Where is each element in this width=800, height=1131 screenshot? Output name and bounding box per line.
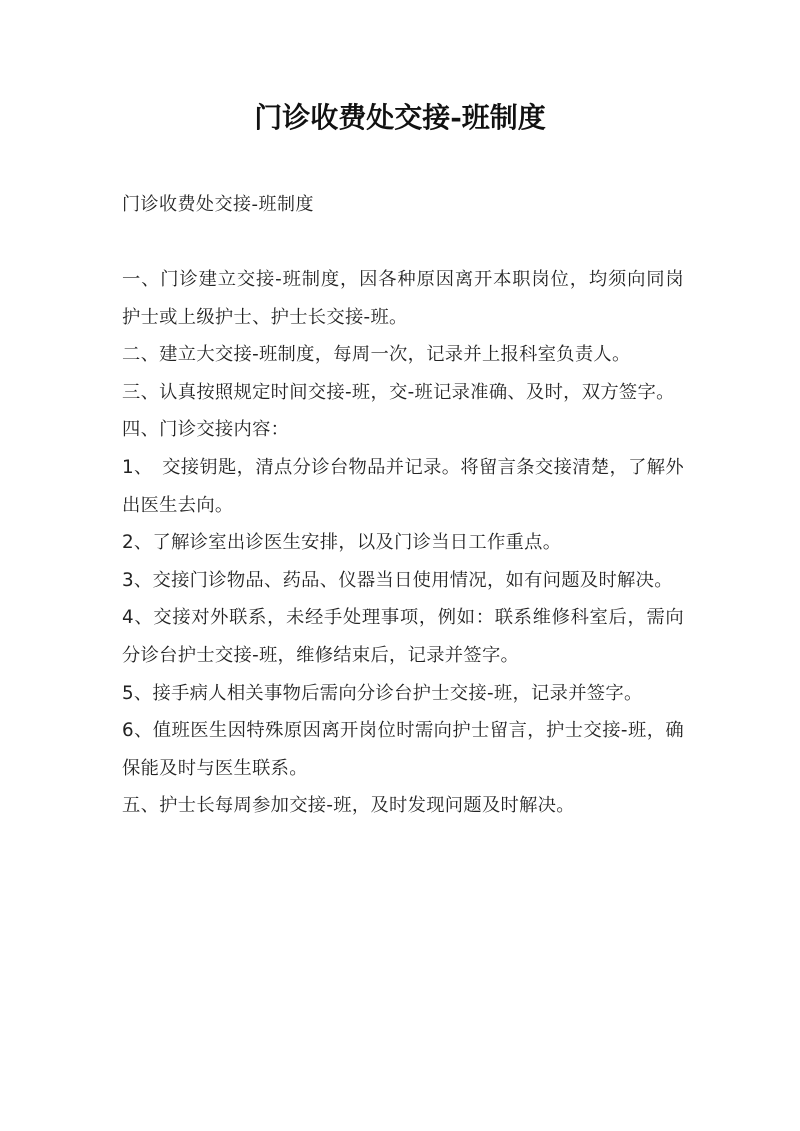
document-title: 门诊收费处交接-班制度 xyxy=(254,101,546,134)
paragraph-11: 五、护士长每周参加交接-班，及时发现问题及时解决。 xyxy=(122,795,575,817)
paragraph-3: 三、认真按照规定时间交接-班，交-班记录准确、及时，双方签字。 xyxy=(122,381,675,403)
paragraph-1: 一、门诊建立交接-班制度，因各种原因离开本职岗位，均须向同岗护士或上级护士、护士长交接-班。 xyxy=(122,269,684,328)
paragraph-9: 5、接手病人相关事物后需向分诊台护士交接-班，记录并签字。 xyxy=(122,682,643,704)
paragraph-5: 1、 交接钥匙，清点分诊台物品并记录。将留言条交接清楚，了解外出医生去向。 xyxy=(122,456,684,516)
document-subtitle: 门诊收费处交接-班制度 xyxy=(122,194,314,215)
paragraph-7: 3、交接门诊物品、药品、仪器当日使用情况，如有问题及时解决。 xyxy=(122,569,673,591)
paragraph-10: 6、值班医生因特殊原因离开岗位时需向护士留言，护士交接-班，确保能及时与医生联系。 xyxy=(122,720,684,779)
paragraph-2: 二、建立大交接-班制度，每周一次，记录并上报科室负责人。 xyxy=(122,344,631,366)
document-body xyxy=(122,261,684,825)
paragraph-8: 4、交接对外联系，未经手处理事项，例如：联系维修科室后，需向分诊台护士交接-班，维修结束后，记录并签字。 xyxy=(122,607,684,666)
paragraph-4: 四、门诊交接内容： xyxy=(122,419,290,441)
paragraph-6: 2、了解诊室出诊医生安排，以及门诊当日工作重点。 xyxy=(122,532,562,554)
